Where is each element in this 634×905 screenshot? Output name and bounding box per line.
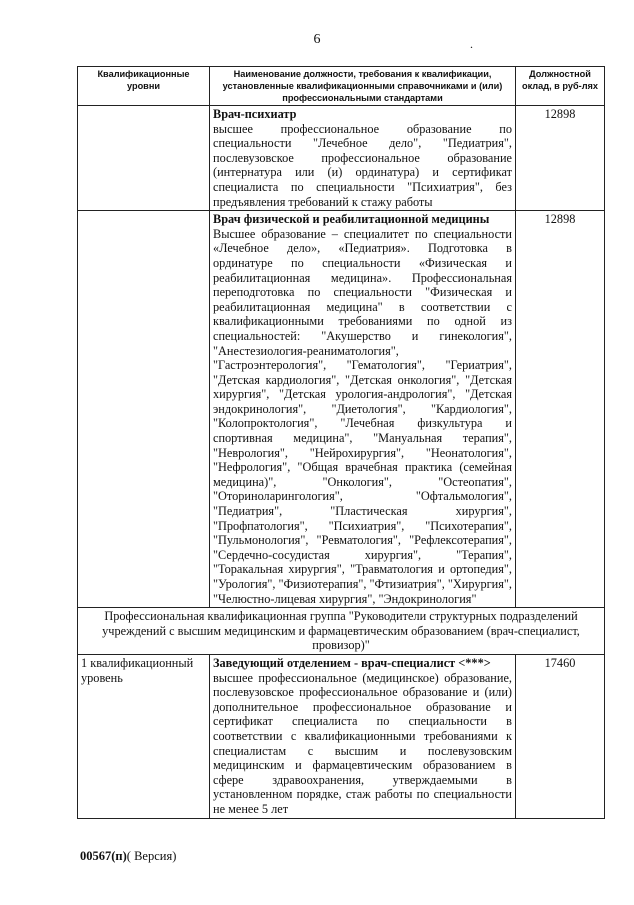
- group-heading-row: [78, 608, 605, 655]
- position-title: Заведующий отделением - врач-специалист <***>: [213, 655, 491, 670]
- position-requirements: высшее профессиональное образование по специальности "Лечебное дело", "Педиатрия", послевузовское профессиональное образование (интернатура или (и) ординатура) и сертификат специалиста по специальности "Психиатрия", без предъявления требований к стажу работы: [213, 121, 512, 209]
- qualification-group-heading: Профессиональная квалификационная группа "Руководители структурных подразделений учреждений с высшим медицинским и фармацевтическим образованием (врач-специалист, провизор)": [78, 608, 605, 655]
- header-qualification-levels: Квалификационные уровни: [78, 67, 210, 106]
- table-header-row: [78, 67, 605, 106]
- empty-level-cell: [78, 106, 210, 211]
- empty-level-cell: [78, 211, 210, 608]
- position-cell: [210, 211, 516, 608]
- salary-value: 12898: [516, 106, 605, 211]
- page-number: 6: [313, 32, 321, 47]
- qualification-level: 1 квалификационный уровень: [78, 654, 210, 818]
- salary-value: 17460: [516, 654, 605, 818]
- position-requirements: высшее профессиональное (медицинское) образование, послевузовское профессиональное образование и (или) дополнительное профессиональное образование и сертификат специалиста по специальности в соответствии с квалификационными требованиями к специалистам с высшим и послевузовским медицинским и фармацевтическим образованием в сфере здравоохранения, утверждаемыми в установленном порядке, стаж работы по специальности не менее 5 лет: [213, 670, 512, 816]
- stray-mark: .: [470, 37, 473, 51]
- table-row: [78, 654, 605, 818]
- document-code: 00567(п): [80, 849, 127, 863]
- document-version: ( Версия): [126, 849, 177, 863]
- salary-value: 12898: [516, 211, 605, 608]
- position-cell: [210, 654, 516, 818]
- header-salary: Должностной оклад, в руб-лях: [516, 67, 605, 106]
- table-row: [78, 106, 605, 211]
- position-title: Врач-психиатр: [213, 107, 297, 121]
- table-row: [78, 211, 605, 608]
- salary-table: [77, 66, 605, 819]
- position-cell: [210, 106, 516, 211]
- header-position-requirements: Наименование должности, требования к квалификации, установленные квалификационными справочниками и (или) профессиональными стандартами: [210, 67, 516, 106]
- position-title: Врач физической и реабилитационной медицины: [213, 212, 490, 227]
- footer: [80, 849, 176, 864]
- position-requirements: Высшее образование – специалитет по специальности «Лечебное дело», «Педиатрия». Подготовка в ординатуре по специальности «Физическая и реабилитационная медицина». Профессиональная переподготовка по специальности "Физическая и реабилитационная медицина" в соответствии с квалификационными требованиями по одной из специальностей: "Акушерство и гинекология", "Анестезиология-реаниматология", "Гастроэнтерология", "Гематология", "Гериатрия", "Детская кардиология", "Детская онкология", "Детская хирургия", "Детская урология-андрология", "Детская эндокринология", "Диетология", "Кардиология", "Колопроктология", "Лечебная физкультура и спортивная медицина", "Мануальная терапия", "Неврология", "Нейрохирургия", "Неонатология", "Нефрология", "Общая врачебная практика (семейная медицина)", "Онкология", "Остеопатия", "Оториноларингология", "Офтальмология", "Педиатрия", "Пластическая хирургия", "Профпатология", "Психиатрия", "Психотерапия", "Пульмонология", "Ревматология", "Рефлексотерапия", "Сердечно-сосудистая хирургия", "Терапия", "Торакальная хирургия", "Травматология и ортопедия", "Урология", "Физиотерапия", "Фтизиатрия", "Хирургия", "Челюстно-лицевая хирургия", "Эндокринология": [213, 226, 512, 606]
